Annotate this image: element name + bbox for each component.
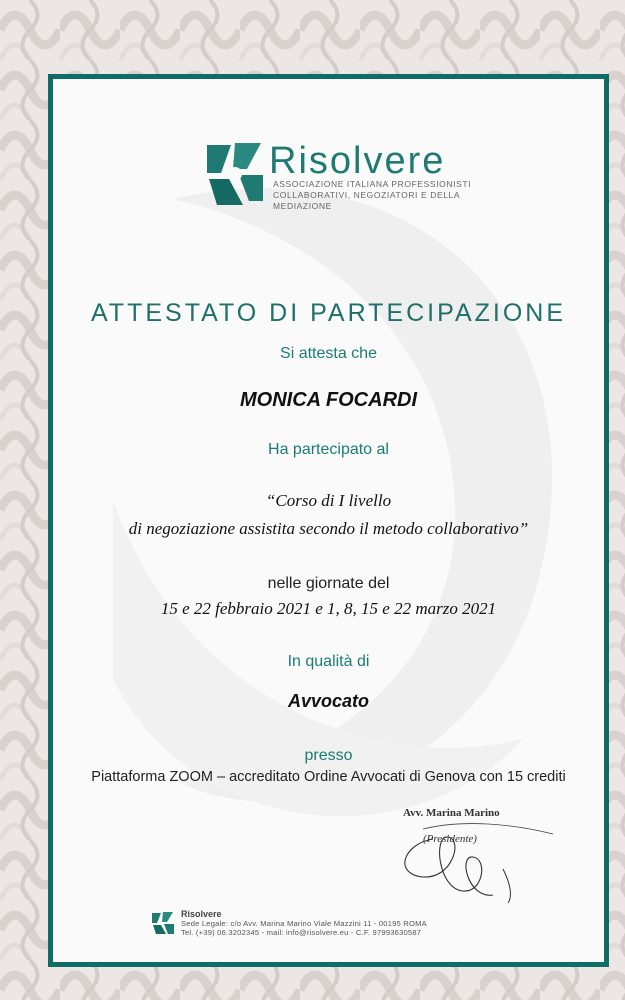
- course-title-line2: di negoziazione assistita secondo il metodo collaborativo”: [128, 519, 529, 538]
- logo-tagline: ASSOCIAZIONE ITALIANA PROFESSIONISTI COLLABORATIVI, NEGOZIATORI E DELLA MEDIAZIONE: [273, 179, 472, 211]
- certificate-title: ATTESTATO DI PARTECIPAZIONE: [90, 299, 567, 327]
- footer-contacts: Tel. (+39) 06.3202345 - mail: info@risolvere.eu - C.F. 97993630587: [181, 928, 422, 937]
- risolvere-logo: [203, 139, 503, 219]
- swirl-logo-icon: [203, 139, 267, 211]
- course-dates: 15 e 22 febbraio 2021 e 1, 8, 15 e 22 marzo 2021: [160, 599, 497, 618]
- intro-text: Si attesta che: [280, 345, 377, 362]
- footer: [151, 909, 591, 939]
- location-label: presso: [304, 747, 353, 764]
- role-label: In qualità di: [287, 653, 370, 670]
- signature-block: [393, 799, 563, 909]
- signatory-role: (Presidente): [423, 833, 477, 845]
- recipient-name: MONICA FOCARDI: [239, 389, 418, 411]
- location-text: Piattaforma ZOOM – accreditato Ordine Avvocati di Genova con 15 crediti: [91, 769, 566, 785]
- recipient-role: Avvocato: [287, 691, 370, 711]
- participated-text: Ha partecipato al: [268, 441, 389, 458]
- signatory-name: Avv. Marina Marino: [403, 807, 500, 819]
- certificate-frame: [48, 74, 609, 967]
- footer-org-name: Risolvere: [181, 909, 222, 919]
- dates-label: nelle giornate del: [267, 575, 390, 592]
- footer-address: Sede Legale: c/o Avv. Marina Marino Viale Mazzini 11 - 00195 ROMA: [181, 919, 427, 928]
- course-title-line1: “Corso di I livello: [265, 491, 392, 510]
- logo-name: Risolvere: [269, 140, 446, 182]
- swirl-logo-small-icon: [151, 911, 175, 935]
